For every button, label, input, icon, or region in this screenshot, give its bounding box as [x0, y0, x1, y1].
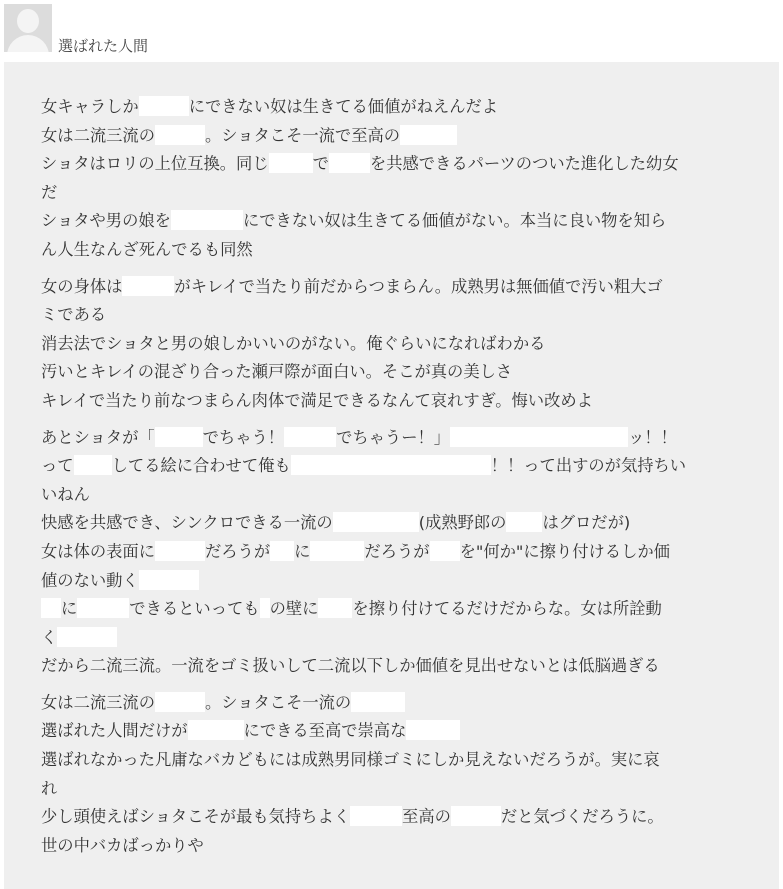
- text-segment: (成熟野郎の: [418, 513, 507, 533]
- text-line: [41, 301, 741, 330]
- redaction-box: [451, 806, 501, 826]
- paragraph: [41, 424, 741, 681]
- post-header: [0, 0, 783, 62]
- paragraph: [41, 273, 741, 416]
- redaction-box: [171, 210, 243, 230]
- text-segment: はグロだが): [542, 513, 631, 533]
- text-line: [41, 509, 741, 538]
- text-line: [41, 538, 741, 567]
- text-line: [41, 746, 741, 775]
- post-content: [41, 93, 741, 868]
- redaction-box: [406, 720, 460, 740]
- text-segment: ！！って出すのが気持ちい: [490, 456, 687, 476]
- text-segment: 選ばれた人間だけが: [41, 721, 188, 741]
- redaction-box: [155, 427, 203, 447]
- text-line: [41, 775, 741, 804]
- text-segment: でちゃう！: [202, 427, 285, 447]
- text-line: [41, 330, 741, 359]
- text-segment: 。ショタこそ一流で至高の: [204, 125, 401, 145]
- text-segment: 選ばれなかった凡庸なバカどもには成熟男同様ゴミにしか見えないだろうが。実に哀: [41, 750, 660, 770]
- text-segment: を"何か"に擦り付けるしか価: [459, 541, 670, 561]
- redaction-box: [155, 541, 205, 561]
- text-segment: にできない奴は生きてる価値がねえんだよ: [188, 97, 499, 116]
- text-segment: ショタはロリの上位互換。同じ: [41, 154, 269, 174]
- text-segment: 女キャラしか: [41, 97, 139, 116]
- text-segment: だろうが: [364, 541, 430, 561]
- text-segment: ッ！！: [628, 427, 677, 447]
- redaction-box: [260, 598, 270, 618]
- redaction-box: [41, 598, 61, 618]
- redaction-box: [155, 692, 205, 712]
- text-line: [41, 358, 741, 387]
- text-segment: ショタや男の娘を: [41, 211, 171, 231]
- text-segment: だと気づくだろうに。: [500, 807, 664, 827]
- redaction-box: [450, 427, 628, 447]
- text-line: [41, 387, 741, 416]
- text-line: [41, 93, 741, 122]
- redaction-box: [506, 512, 542, 532]
- text-line: [41, 236, 741, 265]
- text-line: [41, 452, 741, 481]
- text-line: [41, 481, 741, 510]
- avatar-body-shape: [7, 35, 49, 52]
- redaction-box: [284, 427, 336, 447]
- text-segment: 女の身体は: [41, 276, 123, 296]
- text-segment: の壁に: [269, 599, 319, 619]
- text-segment: だろうが: [204, 541, 271, 561]
- text-line: [41, 150, 741, 179]
- text-line: [41, 207, 741, 236]
- text-segment: してる絵に合わせて俺も: [111, 456, 291, 476]
- text-segment: ん人生なんざ死んでるも同然: [41, 239, 253, 259]
- paragraph: [41, 93, 741, 265]
- text-line: [41, 689, 741, 718]
- redaction-box: [269, 153, 313, 173]
- redaction-box: [329, 153, 370, 173]
- redaction-box: [351, 692, 405, 712]
- username[interactable]: 選ばれた人間: [58, 37, 149, 55]
- text-segment: だから二流三流。一流をゴミ扱いして二流以下しか価値を見出せないとは低脳過ぎる: [41, 656, 660, 676]
- redaction-box: [400, 125, 457, 145]
- text-line: [41, 273, 741, 302]
- text-segment: 女は二流三流の: [41, 692, 155, 712]
- text-segment: を共感できるパーツのついた進化した幼女: [369, 154, 679, 174]
- avatar[interactable]: [4, 4, 52, 52]
- text-segment: に: [294, 541, 311, 561]
- redaction-box: [310, 541, 364, 561]
- text-segment: 世の中バカばっかりや: [41, 835, 204, 855]
- redaction-box: [155, 125, 205, 145]
- text-segment: で: [312, 154, 329, 174]
- text-segment: でちゃうー！」: [336, 427, 451, 447]
- text-segment: 汚いとキレイの混ざり合った瀬戸際が面白い。そこが真の美しさ: [41, 362, 513, 382]
- text-line: [41, 717, 741, 746]
- text-segment: く: [41, 627, 58, 647]
- text-segment: 消去法でショタと男の娘しかいいのがない。俺ぐらいになればわかる: [41, 333, 546, 353]
- text-segment: 女は二流三流の: [41, 125, 155, 145]
- redaction-box: [430, 541, 460, 561]
- text-segment: にできない奴は生きてる価値がない。本当に良い物を知ら: [242, 211, 667, 231]
- avatar-head-shape: [17, 9, 39, 33]
- text-segment: できるといっても: [129, 599, 260, 619]
- redaction-box: [318, 598, 352, 618]
- text-segment: 値のない動く: [41, 570, 139, 590]
- text-segment: 快感を共感でき、シンクロできる一流の: [41, 513, 333, 533]
- text-line: [41, 595, 741, 624]
- redaction-box: [350, 806, 402, 826]
- text-line: [41, 652, 741, 681]
- text-line: [41, 624, 741, 653]
- text-segment: いねん: [41, 484, 90, 504]
- text-segment: 女は体の表面に: [41, 541, 155, 561]
- text-segment: だ: [41, 182, 58, 202]
- redaction-box: [122, 276, 174, 296]
- text-segment: って: [41, 456, 74, 476]
- text-segment: 。ショタこそ一流の: [204, 692, 352, 712]
- redaction-box: [333, 512, 419, 532]
- text-segment: に: [61, 599, 78, 619]
- post-body: [4, 62, 779, 889]
- text-segment: キレイで当たり前なつまらん肉体で満足できるなんて哀れすぎ。悔い改めよ: [41, 390, 593, 410]
- text-line: [41, 424, 741, 453]
- text-line: [41, 122, 741, 151]
- text-line: [41, 832, 741, 861]
- text-segment: れ: [41, 778, 58, 798]
- text-segment: がキレイで当たり前だからつまらん。成熟男は無価値で汚い粗大ゴ: [174, 276, 663, 296]
- redaction-box: [57, 627, 117, 647]
- text-segment: あとショタが「: [41, 427, 155, 447]
- redaction-box: [188, 720, 244, 740]
- paragraph: [41, 689, 741, 861]
- text-line: [41, 803, 741, 832]
- text-segment: 少し頭使えばショタこそが最も気持ちよく: [41, 807, 351, 827]
- redaction-box: [270, 541, 294, 561]
- text-line: [41, 567, 741, 596]
- text-segment: 至高の: [402, 807, 451, 827]
- redaction-box: [74, 455, 112, 475]
- text-segment: ミである: [41, 305, 107, 325]
- text-segment: を擦り付けてるだけだからな。女は所詮動: [352, 599, 662, 619]
- redaction-box: [139, 96, 189, 116]
- text-line: [41, 179, 741, 208]
- redaction-box: [77, 598, 129, 618]
- text-segment: にできる至高で崇高な: [243, 721, 407, 741]
- redaction-box: [139, 570, 199, 590]
- redaction-box: [291, 455, 491, 475]
